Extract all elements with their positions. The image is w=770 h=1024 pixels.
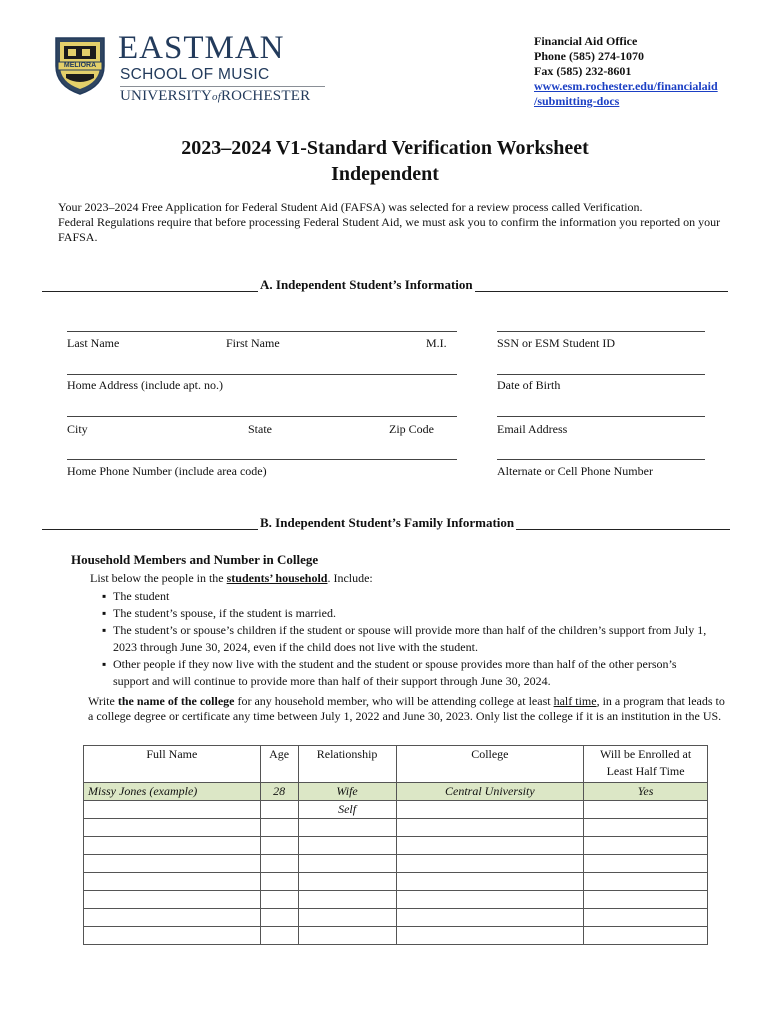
home-phone-label: Home Phone Number (include area code)	[67, 464, 267, 478]
section-a-title: A. Independent Student’s Information	[260, 277, 473, 292]
office-fax: Fax (585) 232-8601	[534, 64, 632, 78]
household-table	[83, 745, 708, 945]
list-item: ▪ The student’s or spouse’s children if the student or spouse will provide more than half of the children’s support from July 1, 2023 through June 30, 2024, even if the child does not live with the student.	[102, 622, 712, 656]
last-name-label: Last Name	[67, 336, 120, 350]
city-state-zip-line[interactable]	[67, 416, 457, 417]
table-row[interactable]	[84, 837, 708, 855]
col-enrolled: Will be Enrolled at Least Half Time	[584, 746, 708, 783]
table-row[interactable]	[84, 927, 708, 945]
office-phone: Phone (585) 274-1070	[534, 49, 644, 63]
contact-block	[534, 34, 718, 109]
office-name: Financial Aid Office	[534, 34, 638, 48]
ssn-line[interactable]	[497, 331, 705, 332]
list-item: ▪ Other people if they now live with the student and the student or spouse provides more than half of the other person’s support and will continue to provide more than half of their support through June 30, 2024.	[102, 656, 712, 690]
example-college: Central University	[396, 783, 584, 801]
col-college: College	[396, 746, 584, 783]
submitting-docs-link[interactable]: /submitting-docs	[534, 94, 620, 108]
table-row[interactable]	[84, 801, 708, 819]
example-enrolled: Yes	[584, 783, 708, 801]
home-phone-line[interactable]	[67, 459, 457, 460]
self-relationship: Self	[298, 801, 396, 819]
ssn-label: SSN or ESM Student ID	[497, 336, 616, 350]
home-address-label: Home Address (include apt. no.)	[67, 378, 223, 392]
name-line[interactable]	[67, 331, 457, 332]
dob-line[interactable]	[497, 374, 705, 375]
list-item: ▪ The student’s spouse, if the student is married.	[102, 605, 712, 622]
col-full-name: Full Name	[84, 746, 261, 783]
table-row[interactable]	[84, 873, 708, 891]
example-age: 28	[260, 783, 298, 801]
household-intro: List below the people in the students’ household. Include:	[90, 571, 373, 585]
college-instructions: Write the name of the college for any household member, who will be attending college at least half time, in a program that leads to a college degree or certificate any time between July 1, 2022 and June 30, 2023. Only list the college if it is an institution in the US.	[88, 694, 725, 723]
example-row	[84, 783, 708, 801]
col-age: Age	[260, 746, 298, 783]
financial-aid-link[interactable]: www.esm.rochester.edu/financialaid	[534, 79, 718, 93]
alt-phone-label: Alternate or Cell Phone Number	[497, 464, 653, 478]
logo-divider	[120, 86, 325, 87]
worksheet-subtitle: Independent	[331, 163, 439, 185]
city-label: City	[67, 422, 88, 436]
worksheet-title: 2023–2024 V1-Standard Verification Worksheet	[181, 137, 589, 159]
dob-label: Date of Birth	[497, 378, 561, 392]
household-heading: Household Members and Number in College	[71, 552, 319, 567]
first-name-label: First Name	[226, 336, 280, 350]
table-row[interactable]	[84, 819, 708, 837]
table-row[interactable]	[84, 891, 708, 909]
section-b-title: B. Independent Student’s Family Information	[260, 515, 515, 530]
alt-phone-line[interactable]	[497, 459, 705, 460]
intro-text: Your 2023–2024 Free Application for Federal Student Aid (FAFSA) was selected for a review process called Verification. Federal Regulations require that before processing Federal Student Aid, we must ask you to confirm the information you reported on your FAFSA.	[58, 200, 721, 244]
example-name: Missy Jones (example)	[84, 783, 261, 801]
table-row[interactable]	[84, 909, 708, 927]
mi-label: M.I.	[426, 336, 447, 350]
table-header-row	[84, 746, 708, 783]
logo-eastman: EASTMAN	[118, 30, 285, 66]
logo-university: UNIVERSITYofROCHESTER	[120, 88, 311, 104]
logo-school-of-music: SCHOOL OF MUSIC	[120, 66, 270, 83]
state-label: State	[248, 422, 272, 436]
email-line[interactable]	[497, 416, 705, 417]
example-relationship: Wife	[298, 783, 396, 801]
zip-label: Zip Code	[389, 422, 434, 436]
household-bullets	[102, 588, 712, 690]
col-relationship: Relationship	[298, 746, 396, 783]
home-address-line[interactable]	[67, 374, 457, 375]
table-row[interactable]	[84, 855, 708, 873]
email-label: Email Address	[497, 422, 568, 436]
seal-motto: MELIORA	[63, 62, 97, 69]
list-item: ▪ The student	[102, 588, 712, 605]
